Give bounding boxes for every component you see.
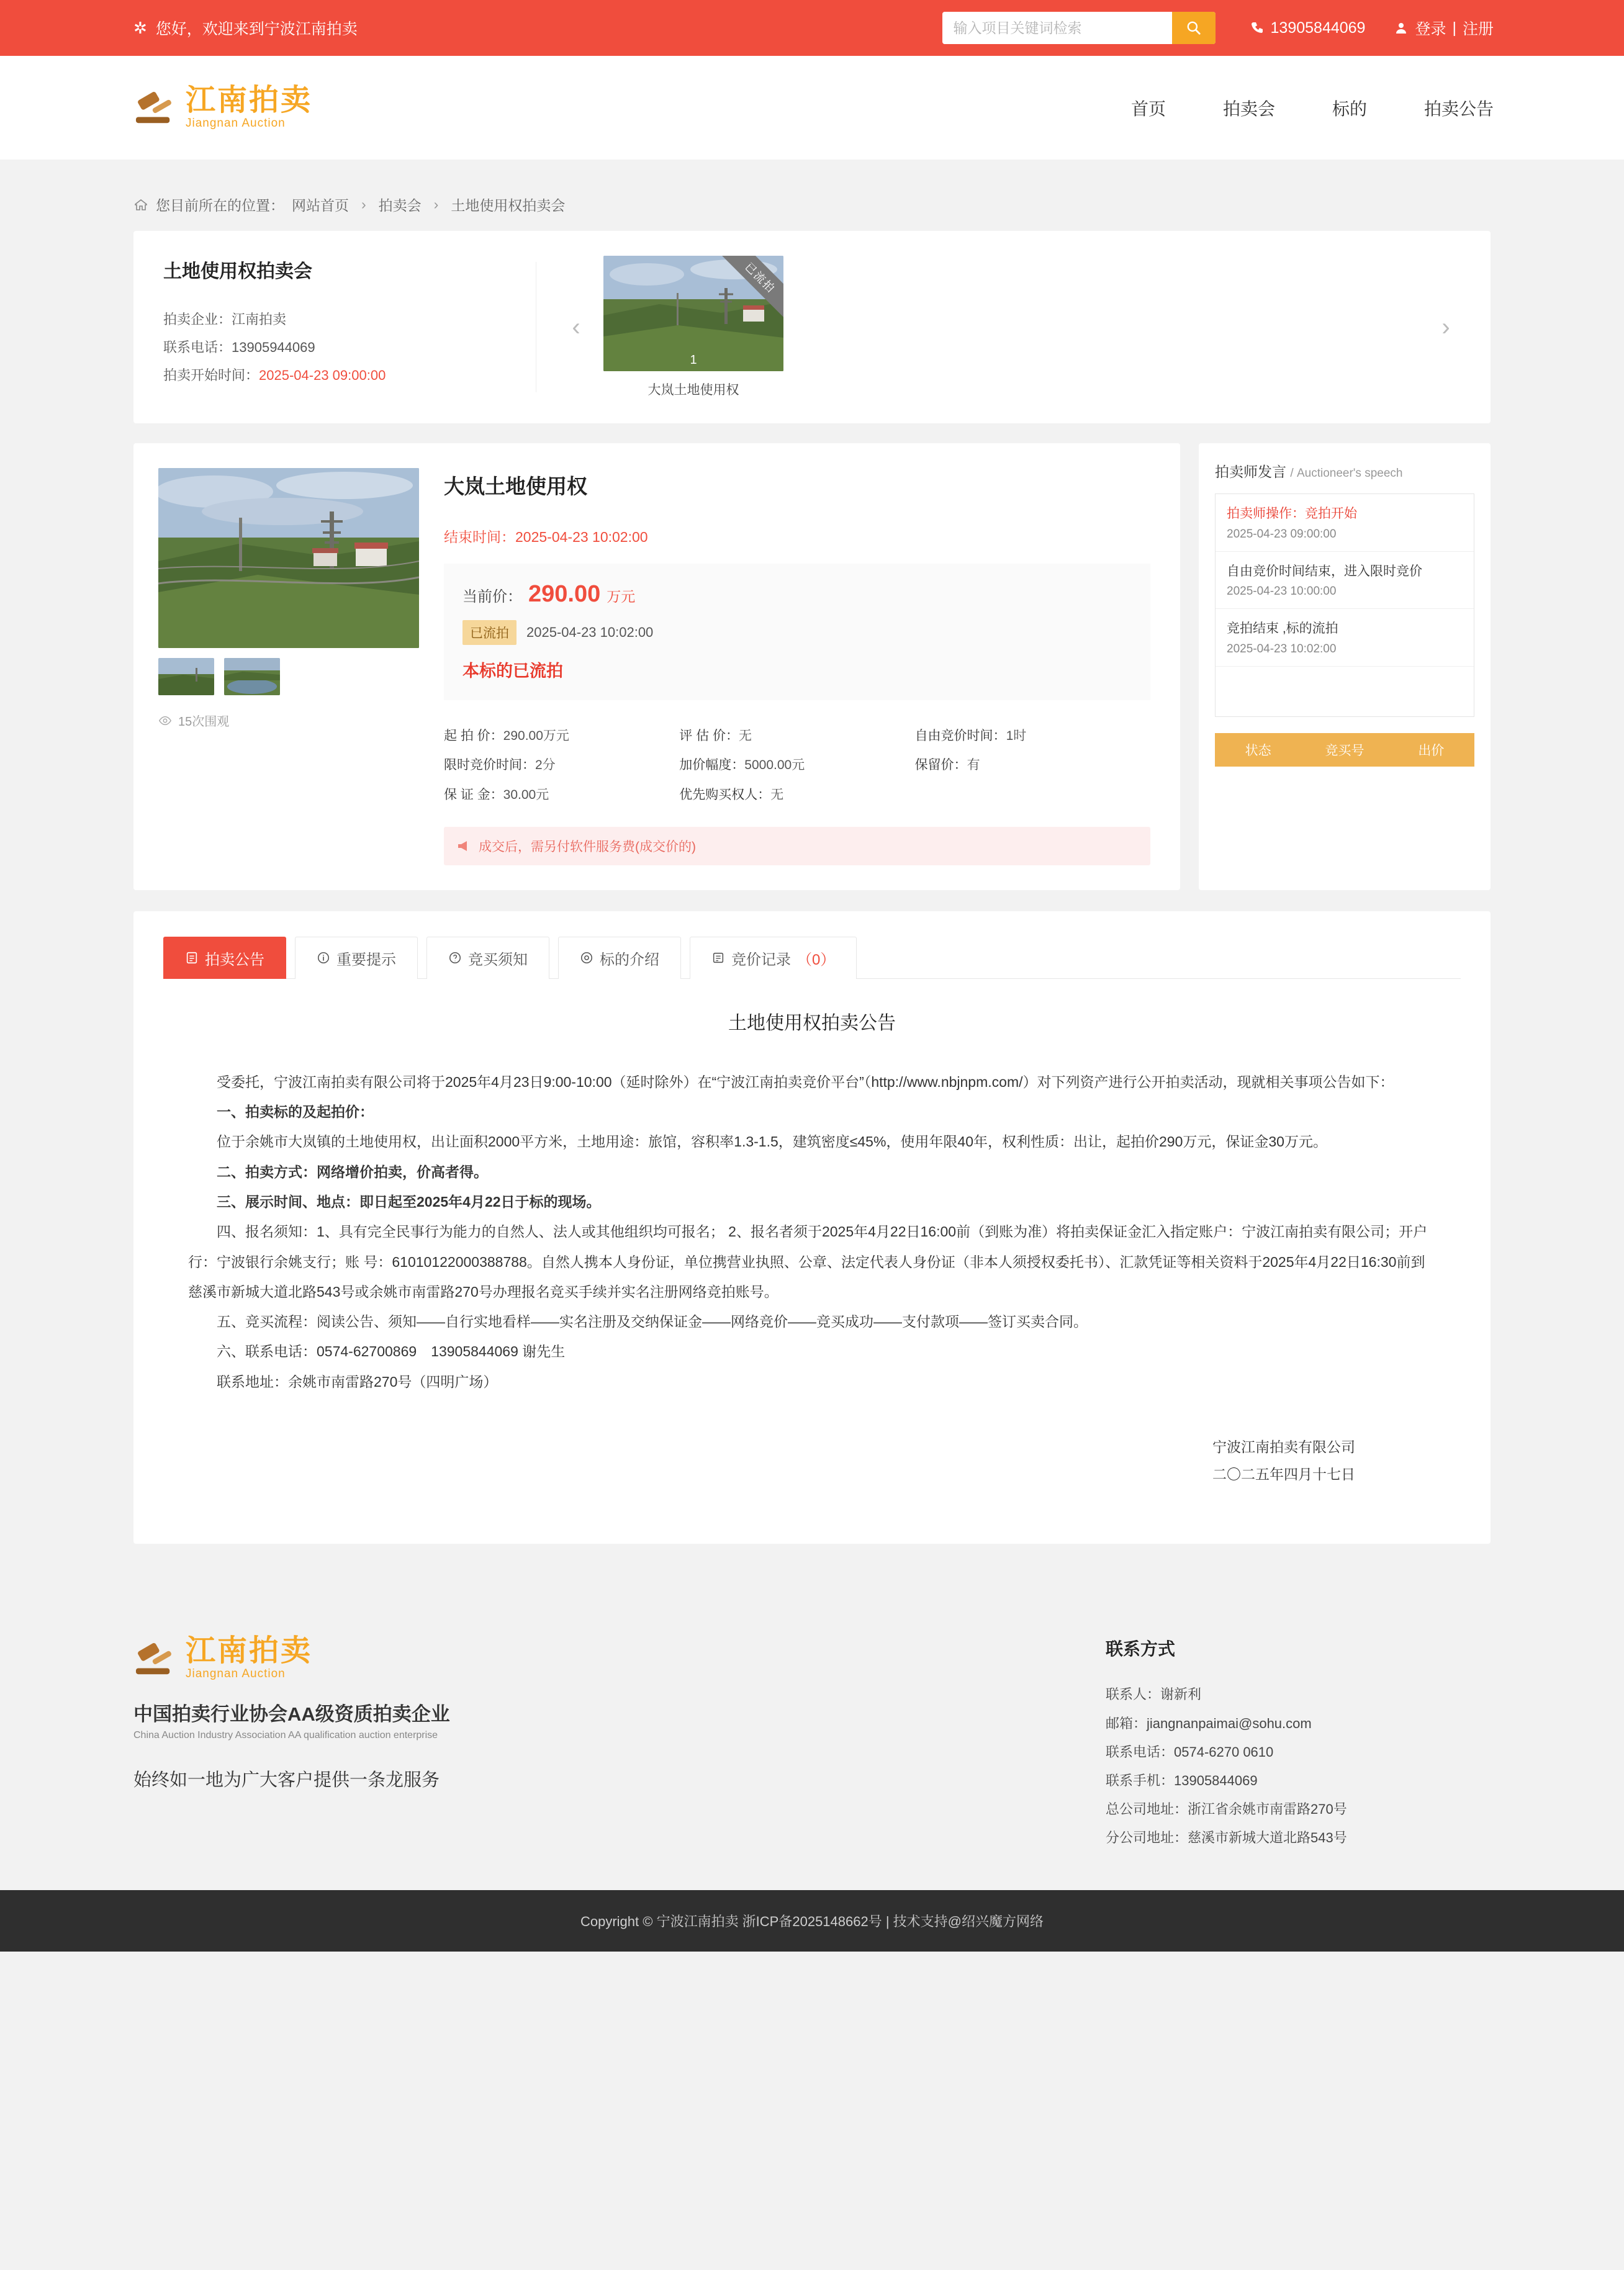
footer-contact-email: 邮箱：jiangnanpaimai@sohu.com <box>1106 1715 1312 1731</box>
breadcrumb-separator: › <box>361 196 366 212</box>
spec-reserve-label: 保留价： <box>914 758 967 773</box>
breadcrumb-item-current: 土地使用权拍卖会 <box>451 197 566 214</box>
breadcrumb-separator-2: › <box>433 196 439 212</box>
register-link[interactable]: 注册 <box>1462 20 1494 38</box>
bid-col-price: 出价 <box>1418 744 1445 758</box>
tab-important-notes[interactable] <box>295 937 418 979</box>
tab-announcement-label: 拍卖公告 <box>205 951 264 968</box>
lot-views <box>158 711 419 729</box>
footer-logo-cn: 江南拍卖 <box>186 1634 313 1668</box>
lot-thumb-caption: 大岚土地使用权 <box>647 383 739 397</box>
header-phone-number: 13905844069 <box>1270 19 1366 37</box>
footer-logo-text <box>186 1636 312 1680</box>
site-logo[interactable] <box>133 85 312 130</box>
top-bar <box>0 0 1624 56</box>
status-badge: 已流拍 <box>462 620 517 645</box>
current-price-label: 当前价： <box>462 588 522 605</box>
auction-company-label: 拍卖企业： <box>163 312 232 327</box>
auction-company-row <box>163 305 517 333</box>
search-button[interactable] <box>1172 12 1216 44</box>
notice-paragraph: 受委托，宁波江南拍卖有限公司将于2025年4月23日9:00-10:00（延时除外）在“宁波江南拍卖竞价平台”（http://www.nbjnpm.com/）对下列资产进行公开拍卖活动，现就相关事项公告如下： <box>217 1073 1394 1090</box>
spec-appraisal-value: 无 <box>738 729 752 743</box>
lot-end-time-label: 结束时间： <box>444 529 515 545</box>
breadcrumb-item-home[interactable]: 网站首页 <box>292 197 349 214</box>
lot-price-box <box>444 564 1150 700</box>
nav-item-home[interactable]: 首页 <box>1130 99 1166 119</box>
spec-increment-label: 加价幅度： <box>679 758 745 773</box>
lot-slider <box>561 256 1461 399</box>
spec-preemptive-label: 优先购买权人： <box>679 787 771 802</box>
slider-next-button[interactable]: › <box>1441 313 1450 341</box>
notice-body <box>163 979 1461 1489</box>
lot-end-time-value: 2025-04-23 10:02:00 <box>515 529 648 545</box>
megaphone-icon <box>456 840 471 852</box>
tab-bidder-guide-label: 竞买须知 <box>468 951 528 968</box>
spec-preemptive-value: 无 <box>770 787 784 802</box>
notice-paragraph: 四、报名须知：1、具有完全民事行为能力的自然人、法人或其他组织均可报名； 2、报名者须于2025年4月22日16:00前（到账为准）将拍卖保证金汇入指定账户：宁波江南拍卖有限公司；开户行：宁波银行余姚支行；账 号：61010122000388788。自然人携本人身份证，单位携营业执照、公章、法定代表人身份证（非本人须授权委托书）、汇款凭证等相关资料于2025年4月22日16:30前到慈溪市新城大道北路543号或余姚市南雷路270号办理报名竞买手续并实名注册网络竞拍账号。 <box>188 1223 1428 1300</box>
speech-time: 2025-04-23 09:00:00 <box>1227 527 1337 541</box>
notice-sign-company: 宁波江南拍卖有限公司 <box>1212 1439 1355 1456</box>
nav-item-auctions[interactable]: 拍卖会 <box>1222 99 1275 119</box>
footer-left <box>133 1636 742 1852</box>
fee-note <box>444 827 1150 865</box>
notice-paragraph: 五、竞买流程：阅读公告、须知——自行实地看样——实名注册及交纳保证金——网络竞价——竞买成功——支付款项——签订买卖合同。 <box>217 1313 1088 1330</box>
notice-paragraph: 一、拍卖标的及起拍价： <box>217 1104 374 1120</box>
auction-summary-info <box>163 256 536 399</box>
lot-title: 大岚土地使用权 <box>444 475 587 498</box>
spec-start-price-value: 290.00万元 <box>503 729 569 743</box>
auctioneer-speech-list[interactable] <box>1215 493 1474 717</box>
copyright-bar: Copyright © 宁波江南拍卖 浙ICP备2025148662号 | 技术支持@绍兴魔方网络 <box>0 1890 1624 1952</box>
eye-icon <box>158 714 172 727</box>
search-input[interactable] <box>942 12 1172 44</box>
current-price-value: 290.00 <box>528 581 601 607</box>
home-icon <box>133 197 148 212</box>
gavel-icon <box>133 1639 176 1678</box>
thumb-photo-1 <box>158 658 214 695</box>
speech-item <box>1216 552 1474 610</box>
footer-qualification-title: 中国拍卖行业协会AA级资质拍卖企业 <box>133 1703 450 1725</box>
search-box[interactable] <box>942 12 1216 44</box>
bid-col-bidder: 竞买号 <box>1325 744 1365 758</box>
auction-start-row <box>163 361 517 389</box>
tab-lot-intro-label: 标的介绍 <box>600 951 659 968</box>
user-icon <box>1394 20 1409 35</box>
target-icon <box>580 951 593 965</box>
lot-thumb-item[interactable] <box>603 256 783 399</box>
phone-icon <box>1250 20 1265 35</box>
spec-start-price <box>444 721 679 750</box>
tab-bid-records[interactable] <box>690 937 857 979</box>
spec-appraisal-label: 评 估 价： <box>679 729 739 743</box>
breadcrumb-prefix: 您目前所在的位置： <box>156 197 284 214</box>
breadcrumb-item-auctions[interactable]: 拍卖会 <box>378 197 422 214</box>
sparkle-icon: ✲ <box>133 18 147 37</box>
bid-table-header <box>1215 733 1474 767</box>
spec-deposit <box>444 780 679 809</box>
footer-head-office-address: 总公司地址：浙江省余姚市南雷路270号 <box>1106 1801 1347 1817</box>
notice-section <box>133 911 1491 1544</box>
spec-deposit-value: 30.00元 <box>503 787 549 802</box>
status-time: 2025-04-23 10:02:00 <box>526 624 654 640</box>
gavel-icon <box>133 88 176 127</box>
tab-bar <box>163 936 1461 979</box>
footer-contact-mobile: 联系手机：13905844069 <box>1106 1772 1258 1788</box>
spec-reserve-value: 有 <box>967 758 980 773</box>
lot-thumb-number: 1 <box>690 353 697 367</box>
logo-text <box>186 85 312 130</box>
tab-bidder-guide[interactable] <box>426 937 549 979</box>
tab-announcement[interactable] <box>163 937 286 979</box>
spec-increment-value: 5000.00元 <box>744 758 805 773</box>
search-icon <box>1186 20 1202 36</box>
auction-phone-row <box>163 333 517 361</box>
auction-company-value: 江南拍卖 <box>232 312 287 327</box>
spec-free-bid-time-label: 自由竞价时间： <box>914 729 1006 743</box>
lot-views-text: 15次围观 <box>178 715 230 729</box>
speech-text: 拍卖师操作：竞拍开始 <box>1227 507 1357 521</box>
main-nav <box>1131 96 1494 120</box>
footer-qualification-subtitle: China Auction Industry Association AA qualification auction enterprise <box>133 1729 438 1741</box>
lot-main-photo[interactable] <box>158 468 419 648</box>
content-wrap <box>0 231 1624 1544</box>
footer-slogan: 始终如一地为广大客户提供一条龙服务 <box>133 1770 440 1790</box>
speech-time: 2025-04-23 10:02:00 <box>1227 642 1337 655</box>
welcome-text-group <box>133 17 358 39</box>
footer-branch-address: 分公司地址：慈溪市新城大道北路543号 <box>1106 1830 1347 1846</box>
nav-item-lots[interactable]: 标的 <box>1332 99 1367 119</box>
lot-gallery <box>158 468 419 865</box>
lot-detail-row <box>133 443 1491 890</box>
landscape-photo-large <box>158 468 419 648</box>
lot-thumb-image <box>603 256 783 371</box>
auctioneer-panel-title <box>1215 461 1474 481</box>
lot-status-row <box>462 620 1132 645</box>
bid-col-status: 状态 <box>1245 744 1271 758</box>
tab-bid-records-count: （0） <box>797 951 836 968</box>
speech-item <box>1216 494 1474 552</box>
notice-sign-date: 二〇二五年四月十七日 <box>1212 1466 1355 1482</box>
logo-en: Jiangnan Auction <box>186 116 286 130</box>
lot-thumbnail-strip <box>158 658 419 695</box>
spec-increment <box>679 750 914 780</box>
spec-reserve <box>915 750 1150 780</box>
question-icon <box>448 951 462 965</box>
current-price-row <box>462 581 1132 608</box>
site-header <box>0 56 1624 160</box>
doc-icon <box>185 951 199 965</box>
footer-contact-person: 联系人：谢新利 <box>1106 1687 1202 1703</box>
notice-paragraph: 联系地址：余姚市南雷路270号（四明广场） <box>217 1373 498 1390</box>
site-footer <box>0 1587 1624 1889</box>
auction-start-value: 2025-04-23 09:00:00 <box>259 367 386 384</box>
notice-signature <box>188 1434 1436 1488</box>
spec-free-bid-time <box>915 721 1150 750</box>
lot-failed-text: 本标的已流拍 <box>462 662 563 680</box>
tab-important-notes-label: 重要提示 <box>336 951 396 968</box>
breadcrumb <box>0 160 1624 231</box>
header-phone <box>1250 19 1366 37</box>
lot-thumb-list <box>591 256 1431 399</box>
footer-contact <box>1106 1636 1491 1852</box>
auction-title: 土地使用权拍卖会 <box>163 261 312 282</box>
spec-limit-bid-time <box>444 750 679 780</box>
login-link[interactable]: 登录 <box>1415 20 1446 38</box>
current-price-unit: 万元 <box>607 588 636 605</box>
spec-limit-bid-time-label: 限时竞价时间： <box>444 758 535 773</box>
spec-preemptive <box>679 780 914 809</box>
list-icon <box>711 951 725 965</box>
account-divider: | <box>1452 19 1456 37</box>
notice-paragraph: 三、展示时间、地点：即日起至2025年4月22日于标的现场。 <box>217 1193 601 1210</box>
spec-deposit-label: 保 证 金： <box>444 787 503 802</box>
spec-start-price-label: 起 拍 价： <box>444 729 503 743</box>
footer-logo[interactable] <box>133 1636 742 1680</box>
notice-paragraph: 六、联系电话：0574-62700869 13905844069 谢先生 <box>217 1343 566 1360</box>
fee-note-text: 成交后，需另付软件服务费(成交价的) <box>479 839 696 854</box>
footer-contact-title: 联系方式 <box>1106 1639 1176 1659</box>
lot-info <box>444 468 1150 865</box>
lot-thumbnail-2[interactable] <box>224 658 280 695</box>
lot-detail-card <box>133 443 1180 890</box>
spec-free-bid-time-value: 1时 <box>1006 729 1027 743</box>
logo-cn: 江南拍卖 <box>186 84 313 117</box>
speech-text: 自由竞价时间结束，进入限时竞价 <box>1227 564 1422 579</box>
auction-summary-card <box>133 231 1491 423</box>
info-icon <box>317 951 330 965</box>
nav-item-notices[interactable]: 拍卖公告 <box>1423 99 1494 119</box>
notice-title: 土地使用权拍卖公告 <box>728 1012 896 1034</box>
account-links <box>1394 17 1494 39</box>
lot-end-time-row <box>444 526 1150 546</box>
slider-prev-button[interactable]: ‹ <box>572 313 580 341</box>
top-bar-right <box>1250 17 1494 39</box>
footer-logo-en: Jiangnan Auction <box>186 1667 286 1680</box>
lot-status-ribbon: 已流拍 <box>720 256 783 318</box>
spec-limit-bid-time-value: 2分 <box>535 758 556 773</box>
auctioneer-title-en: / Auctioneer's speech <box>1290 467 1403 480</box>
thumb-photo-2 <box>224 658 280 695</box>
tab-bid-records-label: 竞价记录 <box>731 951 791 968</box>
notice-paragraph: 位于余姚市大岚镇的土地使用权，出让面积2000平方米，土地用途：旅馆，容积率1.3-1.5，建筑密度≤45%，使用年限40年，权利性质：出让，起拍价290万元，保证金30万元。 <box>217 1133 1327 1150</box>
auctioneer-title-cn: 拍卖师发言 <box>1215 464 1286 480</box>
lot-thumbnail-1[interactable] <box>158 658 214 695</box>
tab-lot-intro[interactable] <box>558 937 681 979</box>
speech-item <box>1216 609 1474 667</box>
welcome-text: 您好，欢迎来到宁波江南拍卖 <box>155 20 358 38</box>
auction-phone-label: 联系电话： <box>163 340 232 356</box>
auction-start-label: 拍卖开始时间： <box>163 367 259 384</box>
auctioneer-panel <box>1199 443 1491 890</box>
speech-time: 2025-04-23 10:00:00 <box>1227 585 1337 598</box>
spec-appraisal <box>679 721 914 750</box>
lot-specs <box>444 721 1150 809</box>
footer-contact-tel: 联系电话：0574-6270 0610 <box>1106 1744 1274 1760</box>
speech-text: 竞拍结束 ,标的流拍 <box>1227 621 1338 636</box>
notice-paragraph: 二、拍卖方式：网络增价拍卖，价高者得。 <box>217 1163 488 1180</box>
auction-phone-value: 13905944069 <box>232 340 315 356</box>
